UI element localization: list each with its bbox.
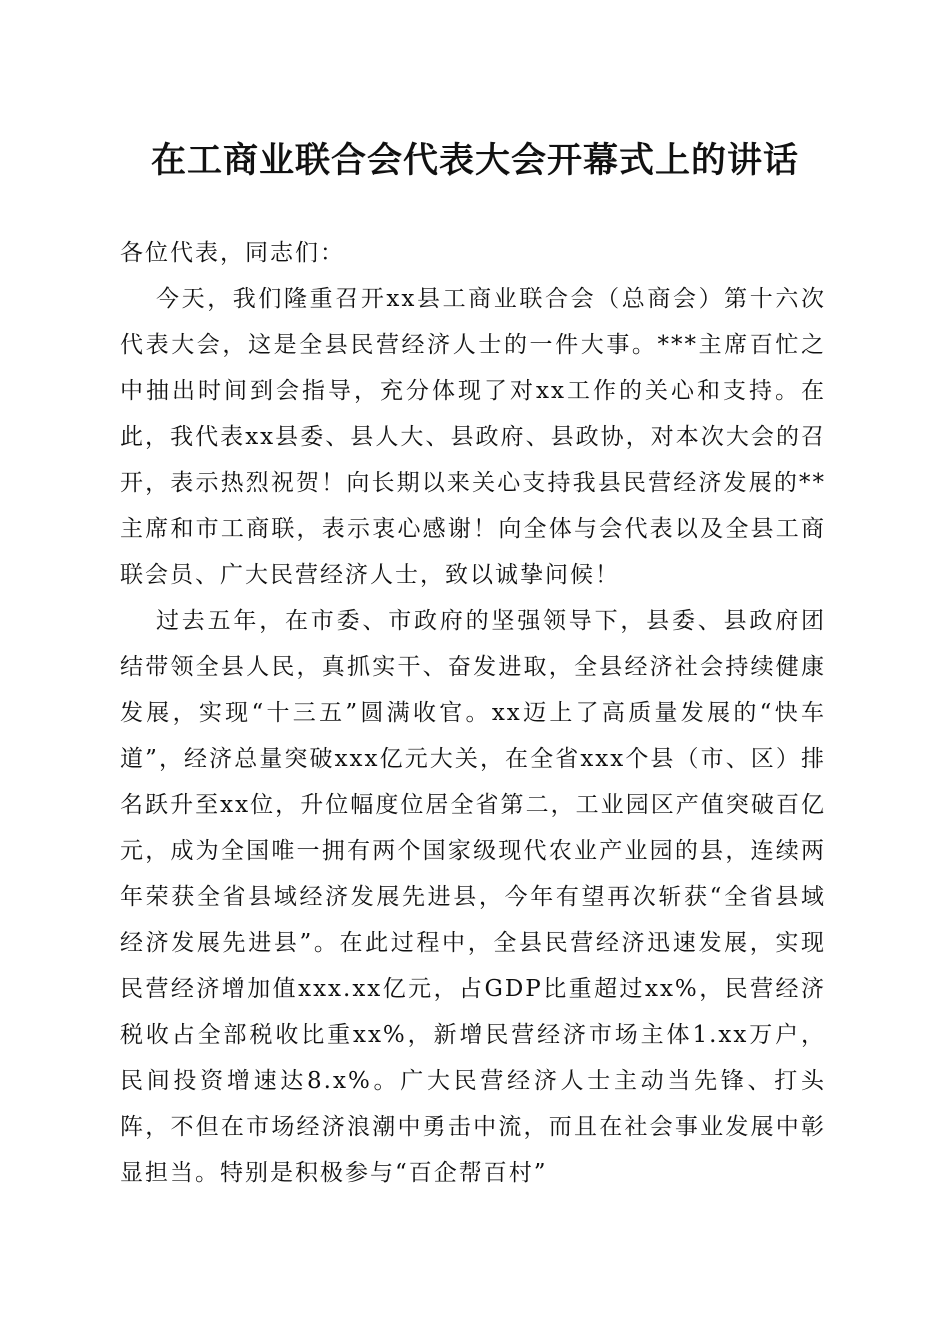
paragraph-review: 过去五年，在市委、市政府的坚强领导下，县委、县政府团结带领全县人民，真抓实干、奋发进取，全县经济社会持续健康发展，实现“十三五”圆满收官。xx迈上了高质量发展的“快车道”，经济总量突破xxx亿元大关，在全省xxx个县（市、区）排名跃升至xx位，升位幅度位居全省第二，工业园区产值突破百亿元，成为全国唯一拥有两个国家级现代农业产业园的县，连续两年荣获全省县域经济发展先进县，今年有望再次斩获“全省县域经济发展先进县”。在此过程中，全县民营经济迅速发展，实现民营经济增加值xxx.xx亿元，占GDP比重超过xx%，民营经济税收占全部税收比重xx%，新增民营经济市场主体1.xx万户，民间投资增速达8.x%。广大民营经济人士主动当先锋、打头阵，不但在市场经济浪潮中勇击中流，而且在社会事业发展中彰显担当。特别是积极参与“百企帮百村” <box>120 608 826 1186</box>
salutation: 各位代表，同志们： <box>120 240 345 266</box>
document-title: 在工商业联合会代表大会开幕式上的讲话 <box>150 140 799 181</box>
document-body <box>120 230 826 1196</box>
paragraph-opening: 今天，我们隆重召开xx县工商业联合会（总商会）第十六次代表大会，这是全县民营经济人士的一件大事。***主席百忙之中抽出时间到会指导，充分体现了对xx工作的关心和支持。在此，我代表xx县委、县人大、县政府、县政协，对本次大会的召开，表示热烈祝贺！向长期以来关心支持我县民营经济发展的**主席和市工商联，表示衷心感谢！向全体与会代表以及全县工商联会员、广大民营经济人士，致以诚挚问候！ <box>120 286 826 588</box>
